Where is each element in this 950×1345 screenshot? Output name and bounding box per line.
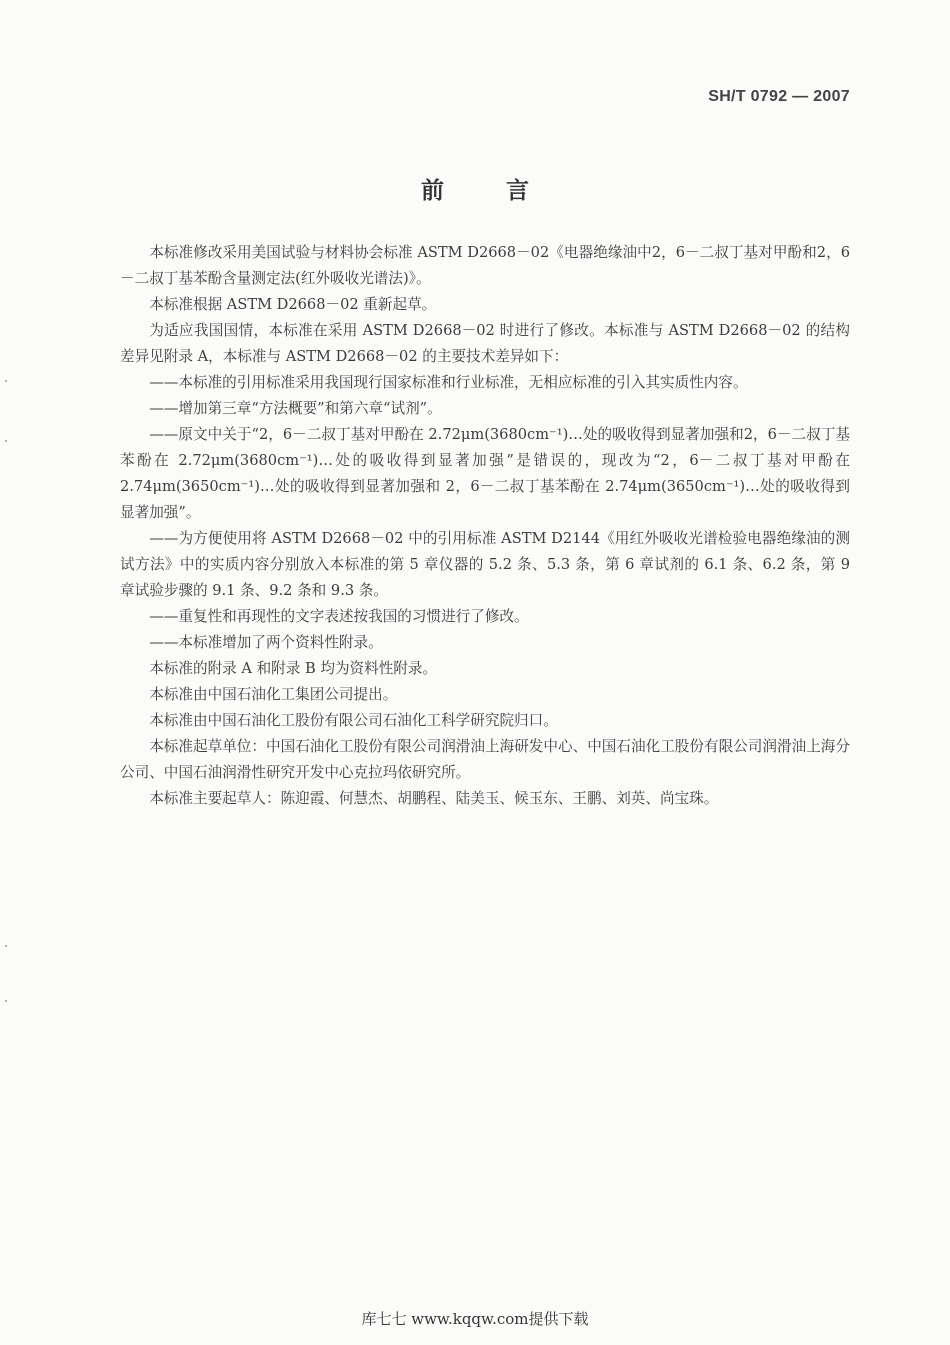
scan-mark bbox=[5, 1000, 7, 1002]
paragraph-modifications: 为适应我国国情，本标准在采用 ASTM D2668－02 时进行了修改。本标准与 ASTM D2668－02 的结构差异见附录 A，本标准与 ASTM D2668－02 的主要技术差异如下： bbox=[120, 322, 850, 365]
scan-mark bbox=[5, 380, 7, 382]
paragraph-drafting-units: 本标准起草单位：中国石油化工股份有限公司润滑油上海研发中心、中国石油化工股份有限公司润滑油上海分公司、中国石油润滑性研究开发中心克拉玛依研究所。 bbox=[120, 738, 850, 781]
paragraph-appendices: 本标准的附录 A 和附录 B 均为资料性附录。 bbox=[149, 660, 438, 677]
list-item-difference: ——原文中关于“2，6－二叔丁基对甲酚在 2.72μm(3680cm⁻¹)…处的吸收得到显著加强和2，6－二叔丁基苯酚在 2.72μm(3680cm⁻¹)…处的吸收得到显著加强”是错误的，现改为“2，6－二叔丁基对甲酚在 2.74μm(3650cm⁻¹)…处的吸收得到显著加强和 2，6－二叔丁基苯酚在 2.74μm(3650cm⁻¹)…处的吸收得到显著加强”。 bbox=[120, 426, 850, 521]
scan-mark bbox=[5, 440, 7, 442]
download-footer: 库七七 www.kqqw.com提供下载 bbox=[361, 1310, 589, 1328]
list-item-difference: ——为方便使用将 ASTM D2668－02 中的引用标准 ASTM D2144《用红外吸收光谱检验电器绝缘油的测试方法》中的实质内容分别放入本标准的第 5 章仪器的 5.2 条、5.3 条，第 6 章试剂的 6.1 条、6.2 条，第 9 章试验步骤的 9.1 条、9.2 条和 9.3 条。 bbox=[120, 530, 850, 599]
list-item-difference: ——本标准增加了两个资料性附录。 bbox=[149, 634, 383, 651]
list-item-difference: ——本标准的引用标准采用我国现行国家标准和行业标准，无相应标准的引入其实质性内容。 bbox=[149, 374, 748, 391]
paragraph-drafters: 本标准主要起草人：陈迎霞、何慧杰、胡鹏程、陆美玉、候玉东、王鹏、刘英、尚宝珠。 bbox=[149, 790, 719, 807]
page-title: 前言 bbox=[421, 177, 591, 204]
paragraph-administrator: 本标准由中国石油化工股份有限公司石油化工科学研究院归口。 bbox=[149, 712, 558, 729]
paragraph-adoption: 本标准修改采用美国试验与材料协会标准 ASTM D2668－02《电器绝缘油中2，6－二叔丁基对甲酚和2，6－二叔丁基苯酚含量测定法(红外吸收光谱法)》。 bbox=[120, 244, 850, 287]
paragraph-proposer: 本标准由中国石油化工集团公司提出。 bbox=[149, 686, 398, 703]
paragraph-drafting-basis: 本标准根据 ASTM D2668－02 重新起草。 bbox=[149, 296, 437, 313]
list-item-difference: ——增加第三章“方法概要”和第六章“试剂”。 bbox=[149, 400, 442, 417]
list-item-difference: ——重复性和再现性的文字表述按我国的习惯进行了修改。 bbox=[149, 608, 529, 625]
preface-body bbox=[120, 240, 850, 812]
document-code: SH/T 0792 — 2007 bbox=[708, 88, 850, 105]
scan-mark bbox=[5, 945, 7, 947]
